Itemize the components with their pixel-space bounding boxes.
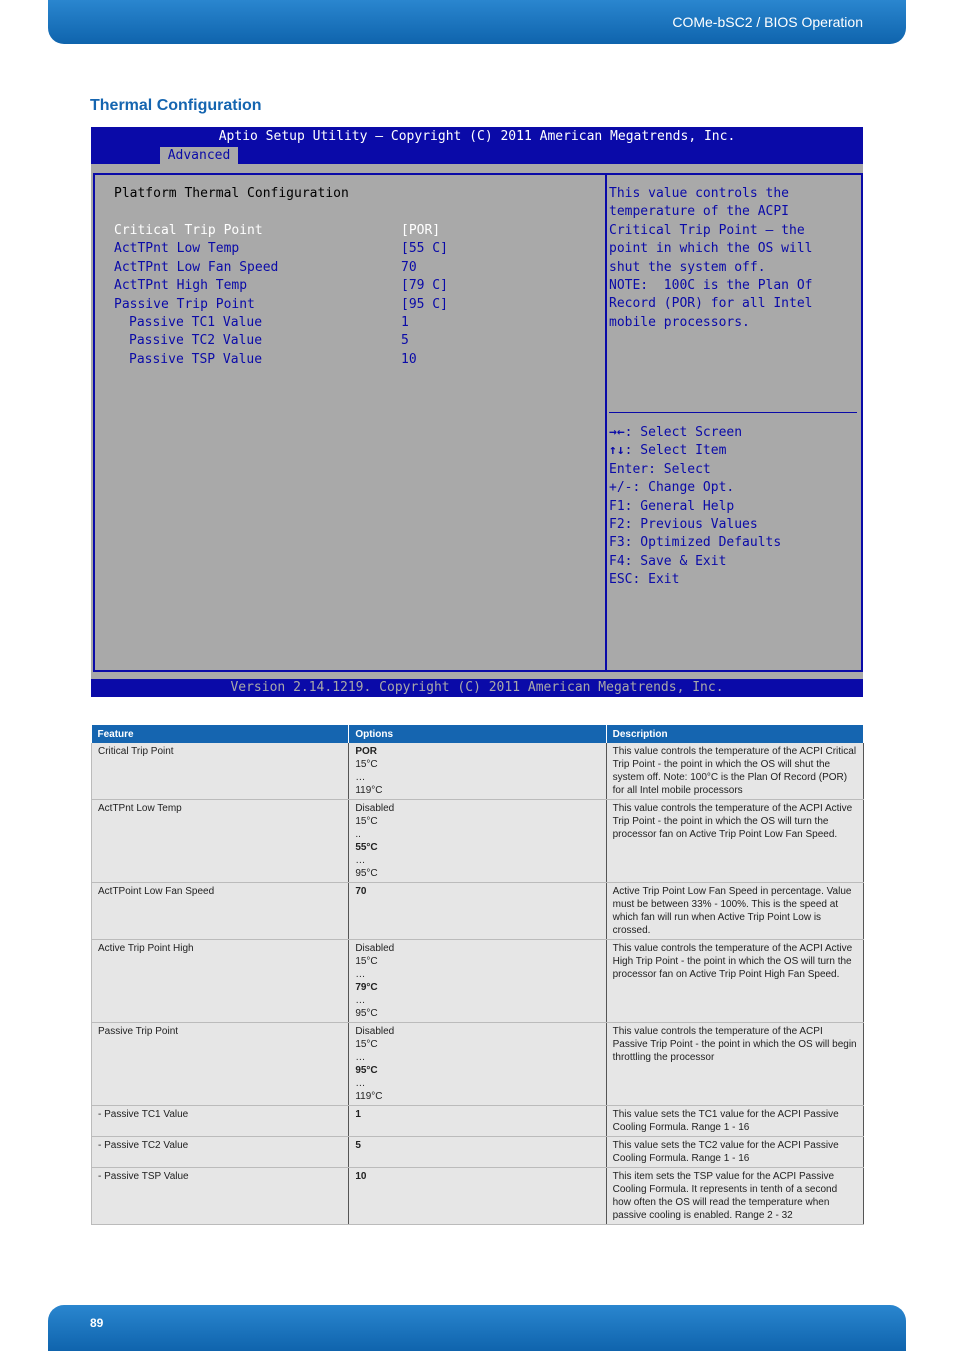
bios-setting-label[interactable]: Critical Trip Point xyxy=(114,223,263,238)
bios-setting-value[interactable]: [79 C] xyxy=(401,278,448,294)
options-cell xyxy=(349,1137,606,1168)
help-text-line: mobile processors. xyxy=(609,314,750,330)
bios-setting-label[interactable]: Passive Trip Point xyxy=(114,296,255,312)
table-row xyxy=(92,1023,864,1106)
feature-cell: ActTPnt Low Temp xyxy=(92,800,349,883)
help-text-line: Critical Trip Point – the xyxy=(609,222,805,238)
column-header-feature: Feature xyxy=(92,725,349,743)
key-legend-line xyxy=(609,424,742,442)
key-legend-text: : Select Item xyxy=(624,443,727,459)
default-option: 70 xyxy=(355,886,367,897)
key-legend-text: : Select Screen xyxy=(624,425,743,440)
key-legend-text: F3: Optimized Defaults xyxy=(609,535,782,551)
help-text-line: This value controls the xyxy=(609,186,790,201)
feature-cell: Passive Trip Point xyxy=(92,1023,349,1106)
key-legend-line xyxy=(609,516,758,534)
help-text-line: point in which the OS will xyxy=(609,241,813,257)
column-header-description: Description xyxy=(606,725,863,743)
footer-band xyxy=(48,1305,906,1351)
table-header-row xyxy=(92,725,864,743)
feature-cell: - Passive TSP Value xyxy=(92,1168,349,1225)
table-row xyxy=(92,883,864,940)
arrow-keys-icon: →← xyxy=(609,425,625,440)
default-option: POR xyxy=(355,746,377,757)
bios-setting-value[interactable]: 5 xyxy=(401,333,409,349)
option-value: Disabled xyxy=(355,943,395,954)
option-value: 119°C xyxy=(355,785,383,796)
option-value: … xyxy=(355,1052,366,1063)
tab-advanced[interactable]: Advanced xyxy=(160,147,238,164)
document-header-title: COMe-bSC2 / BIOS Operation xyxy=(672,14,863,30)
key-legend-line xyxy=(609,534,781,552)
option-value: 95°C xyxy=(355,1008,378,1019)
default-option: 55°C xyxy=(355,842,378,853)
key-legend-line xyxy=(609,461,711,479)
bios-setting-label[interactable]: Passive TSP Value xyxy=(129,351,263,367)
description-cell: Active Trip Point Low Fan Speed in percentage. Value must be between 33% - 100%. This is the speed at which fan will run when Active Trip Point Low is crossed. xyxy=(606,883,863,940)
description-cell: This value controls the temperature of the ACPI Passive Trip Point - the point in which the OS will begin throttling the processor xyxy=(606,1023,863,1106)
default-option: 79°C xyxy=(355,982,378,993)
bios-setting-value[interactable]: 70 xyxy=(401,259,417,275)
description-cell: This value sets the TC1 value for the ACPI Passive Cooling Formula. Range 1 - 16 xyxy=(606,1106,863,1137)
bios-setting-label[interactable]: Passive TC2 Value xyxy=(129,333,263,349)
options-cell xyxy=(349,743,606,800)
options-cell xyxy=(349,883,606,940)
page-number: 89 xyxy=(90,1316,104,1330)
help-divider xyxy=(609,412,857,413)
description-cell: This value controls the temperature of the ACPI Active High Trip Point - the point in which the OS will turn the processor fan on Active Trip Point High Fan Speed. xyxy=(606,940,863,1023)
key-legend-line xyxy=(609,442,726,460)
options-cell xyxy=(349,1106,606,1137)
option-value: 15°C xyxy=(355,816,378,827)
option-value: … xyxy=(355,995,366,1006)
description-cell: This item sets the TSP value for the ACPI Passive Cooling Formula. It represents in tenth of a second how often the OS will read the temperature when passive cooling is enabled. Range 2 - 32 xyxy=(606,1168,863,1225)
bios-setting-label[interactable]: ActTPnt Low Fan Speed xyxy=(114,259,279,275)
table-row xyxy=(92,1137,864,1168)
column-header-options: Options xyxy=(349,725,606,743)
bios-screenshot xyxy=(91,127,863,697)
key-legend-text: ESC: Exit xyxy=(609,572,680,588)
option-value: … xyxy=(355,855,366,866)
key-legend-line xyxy=(609,498,734,516)
bios-setting-value[interactable]: 10 xyxy=(401,351,417,367)
table-row xyxy=(92,743,864,800)
default-option: 1 xyxy=(355,1109,361,1120)
option-value: … xyxy=(355,772,366,783)
table-row xyxy=(92,800,864,883)
option-value: 15°C xyxy=(355,956,378,967)
help-text-line: temperature of the ACPI xyxy=(609,204,790,220)
bios-setting-label[interactable]: ActTPnt High Temp xyxy=(114,278,248,294)
key-legend-text: Enter: Select xyxy=(609,461,711,477)
key-legend-text: F1: General Help xyxy=(609,498,735,514)
bios-pane-heading: Platform Thermal Configuration xyxy=(114,186,349,201)
arrow-keys-icon: ↑↓ xyxy=(609,443,625,459)
option-value: 15°C xyxy=(355,759,378,770)
option-value: 15°C xyxy=(355,1039,378,1050)
key-legend-line xyxy=(609,553,726,571)
bios-setting-value[interactable]: 1 xyxy=(401,315,409,330)
section-title: Thermal Configuration xyxy=(90,97,262,114)
description-cell: This value sets the TC2 value for the ACPI Passive Cooling Formula. Range 1 - 16 xyxy=(606,1137,863,1168)
option-value: Disabled xyxy=(355,803,395,814)
key-legend-line xyxy=(609,479,734,497)
key-legend-text: F2: Previous Values xyxy=(609,517,758,532)
feature-cell: - Passive TC2 Value xyxy=(92,1137,349,1168)
bios-setting-label[interactable]: Passive TC1 Value xyxy=(129,315,263,330)
feature-cell: Active Trip Point High xyxy=(92,940,349,1023)
table-row xyxy=(92,940,864,1023)
option-value: Disabled xyxy=(355,1026,395,1037)
bios-version-bar: Version 2.14.1219. Copyright (C) 2011 American Megatrends, Inc. xyxy=(91,679,863,697)
bios-setting-label[interactable]: ActTPnt Low Temp xyxy=(114,241,240,257)
feature-cell: ActTPoint Low Fan Speed xyxy=(92,883,349,940)
option-value: … xyxy=(355,969,366,980)
header-band xyxy=(48,0,906,44)
feature-cell: - Passive TC1 Value xyxy=(92,1106,349,1137)
options-cell xyxy=(349,1023,606,1106)
bios-setting-value[interactable]: [POR] xyxy=(401,223,441,238)
table-row xyxy=(92,1106,864,1137)
key-legend-text: F4: Save & Exit xyxy=(609,553,727,569)
option-value: .. xyxy=(355,829,361,840)
description-cell: This value controls the temperature of the ACPI Active Trip Point - the point in which the OS will turn the processor fan on Active Trip Point Low Fan Speed. xyxy=(606,800,863,883)
table-body xyxy=(92,743,864,1225)
feature-cell: Critical Trip Point xyxy=(92,743,349,800)
bios-settings-pane xyxy=(93,173,607,672)
bios-help-pane xyxy=(605,173,863,672)
bios-setting-value[interactable]: [55 C] xyxy=(401,241,448,257)
help-text-line: Record (POR) for all Intel xyxy=(609,296,813,312)
description-cell: This value controls the temperature of the ACPI Critical Trip Point - the point in which the OS will shut the system off. Note: 100°C is the Plan Of Record (POR) for all Intel mobile processors xyxy=(606,743,863,800)
option-value: … xyxy=(355,1078,366,1089)
options-cell xyxy=(349,800,606,883)
default-option: 10 xyxy=(355,1171,367,1182)
option-value: 119°C xyxy=(355,1091,383,1102)
help-text-line: NOTE: 100C is the Plan Of xyxy=(609,278,813,293)
default-option: 5 xyxy=(355,1140,361,1151)
key-legend-line xyxy=(609,571,679,589)
options-table xyxy=(91,725,864,1225)
bios-title: Aptio Setup Utility – Copyright (C) 2011 American Megatrends, Inc. xyxy=(218,129,736,144)
help-text-line: shut the system off. xyxy=(609,259,766,275)
option-value: 95°C xyxy=(355,868,378,879)
options-cell xyxy=(349,1168,606,1225)
table-row xyxy=(92,1168,864,1225)
default-option: 95°C xyxy=(355,1065,378,1076)
options-cell xyxy=(349,940,606,1023)
key-legend-text: +/-: Change Opt. xyxy=(609,480,735,496)
bios-setting-value[interactable]: [95 C] xyxy=(401,296,448,312)
